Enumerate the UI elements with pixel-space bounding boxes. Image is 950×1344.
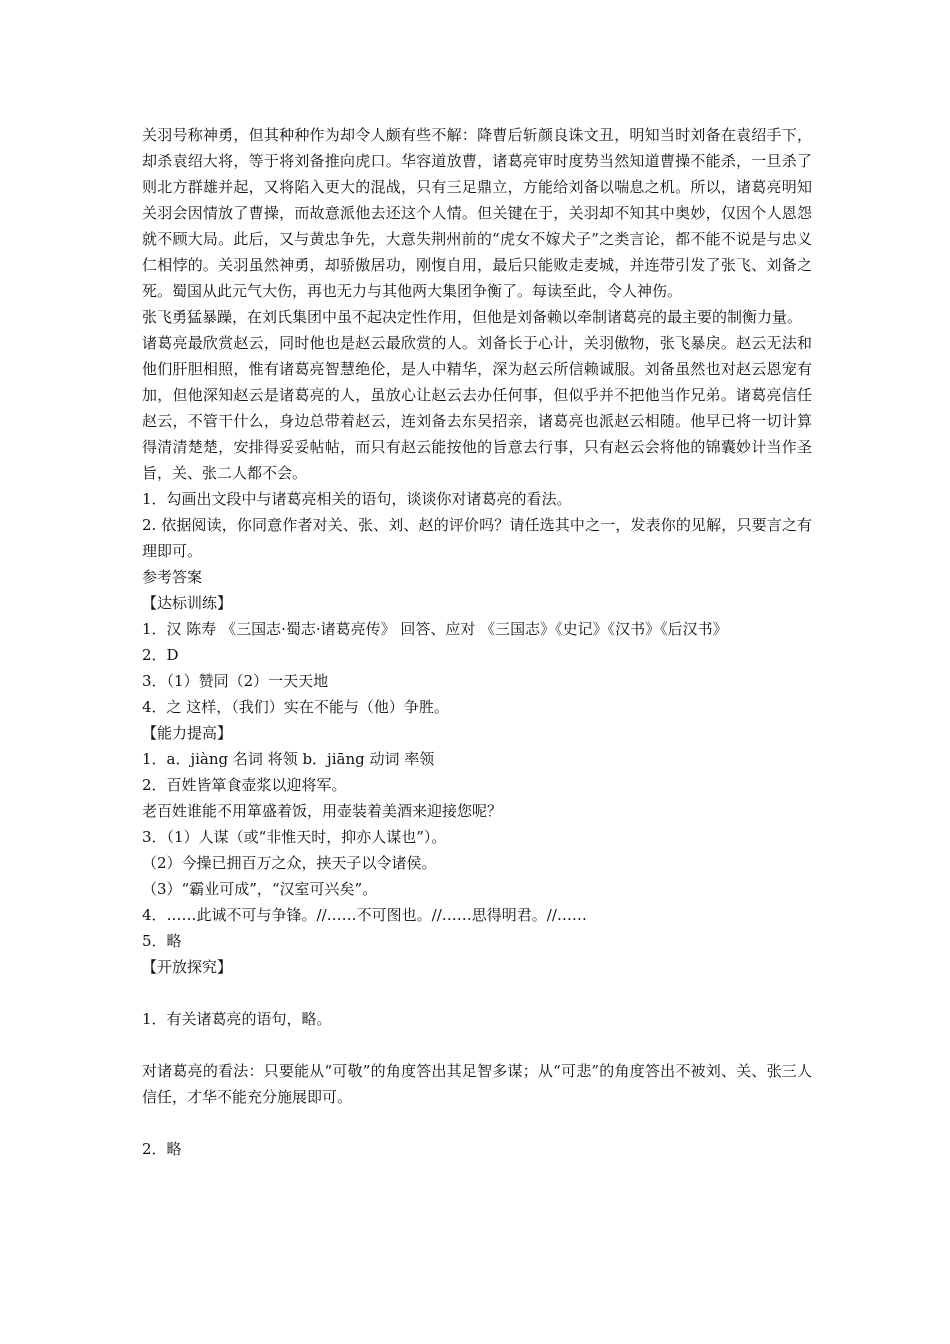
answers-heading: 参考答案 xyxy=(142,568,203,586)
answer-item: 5．略 xyxy=(142,932,182,950)
answer-item: 1．有关诸葛亮的语句，略。 xyxy=(142,1010,332,1028)
answer-item: （3）“霸业可成”，“汉室可兴矣”。 xyxy=(142,880,378,898)
spacer xyxy=(142,980,812,1006)
answer-item: 1．汉 陈寿 《三国志·蜀志·诸葛亮传》 回答、应对 《三国志》《史记》《汉书》《后汉书》 xyxy=(142,620,728,638)
answer-item: 2．D xyxy=(142,646,179,664)
answer-item: 2．略 xyxy=(142,1140,182,1158)
answer-item: 4．之 这样，（我们）实在不能与（他）争胜。 xyxy=(142,698,449,716)
question-2: 2. 依据阅读，你同意作者对关、张、刘、赵的评价吗？请任选其中之一，发表你的见解，只要言之有理即可。 xyxy=(142,516,812,560)
section-title-open-inquiry: 【开放探究】 xyxy=(142,958,233,976)
section-title-standard-training: 【达标训练】 xyxy=(142,594,233,612)
section-title-ability-improvement: 【能力提高】 xyxy=(142,724,233,742)
passage-paragraph-zhao-yun: 诸葛亮最欣赏赵云，同时他也是赵云最欣赏的人。刘备长于心计，关羽傲物，张飞暴戾。赵云无法和他们肝胆相照，惟有诸葛亮智慧绝伦，是人中精华，深为赵云所信赖诚服。刘备虽然也对赵云恩宠有加，但他深知赵云是诸葛亮的人，虽放心让赵云去办任何事，但似乎并不把他当作兄弟。诸葛亮信任赵云，不管干什么，身边总带着赵云，连刘备去东吴招亲，诸葛亮也派赵云相随。他早已将一切计算得清清楚楚，安排得妥妥帖帖，而只有赵云能按他的旨意去行事，只有赵云会将他的锦囊妙计当作圣旨，关、张二人都不会。 xyxy=(142,334,812,482)
passage-paragraph-guan-yu: 关羽号称神勇，但其种种作为却令人颇有些不解：降曹后斩颜良诛文丑，明知当时刘备在袁绍手下，却杀袁绍大将，等于将刘备推向虎口。华容道放曹，诸葛亮审时度势当然知道曹操不能杀，一旦杀了则北方群雄并起，又将陷入更大的混战，只有三足鼎立，方能给刘备以喘息之机。所以，诸葛亮明知关羽会因情放了曹操，而故意派他去还这个人情。但关键在于，关羽却不知其中奥妙，仅因个人恩怨就不顾大局。此后，又与黄忠争先，大意失荆州前的“虎女不嫁犬子”之类言论，都不能不说是与忠义仁相悖的。关羽虽然神勇，却骄傲居功，刚愎自用，最后只能败走麦城，并连带引发了张飞、刘备之死。蜀国从此元气大伤，再也无力与其他两大集团争衡了。每读至此，令人神伤。 xyxy=(142,126,812,300)
answer-item: 老百姓谁能不用箪盛着饭，用壶装着美酒来迎接您呢？ xyxy=(142,802,503,820)
passage-paragraph-zhang-fei: 张飞勇猛暴躁，在刘氏集团中虽不起决定性作用，但他是刘备赖以牵制诸葛亮的最主要的制衡力量。 xyxy=(142,308,803,326)
answer-item: 4．……此诚不可与争锋。//……不可图也。//……思得明君。//…… xyxy=(142,906,587,924)
answer-item: （2）今操已拥百万之众，挟天子以令诸侯。 xyxy=(142,854,437,872)
spacer xyxy=(142,1032,812,1058)
answer-item: 3．（1）人谋（或“非惟天时，抑亦人谋也”）。 xyxy=(142,828,447,846)
document-body xyxy=(142,122,812,1162)
question-1: 1．勾画出文段中与诸葛亮相关的语句，谈谈你对诸葛亮的看法。 xyxy=(142,490,572,508)
answer-item: 1．a．jiàng 名词 将领 b．jiāng 动词 率领 xyxy=(142,750,435,768)
answer-item: 3．（1）赞同（2）一天天地 xyxy=(142,672,329,690)
spacer xyxy=(142,1110,812,1136)
answer-item: 2．百姓皆箪食壶浆以迎将军。 xyxy=(142,776,347,794)
answer-item: 对诸葛亮的看法：只要能从“可敬”的角度答出其足智多谋；从“可悲”的角度答出不被刘、关、张三人信任，才华不能充分施展即可。 xyxy=(142,1062,812,1106)
